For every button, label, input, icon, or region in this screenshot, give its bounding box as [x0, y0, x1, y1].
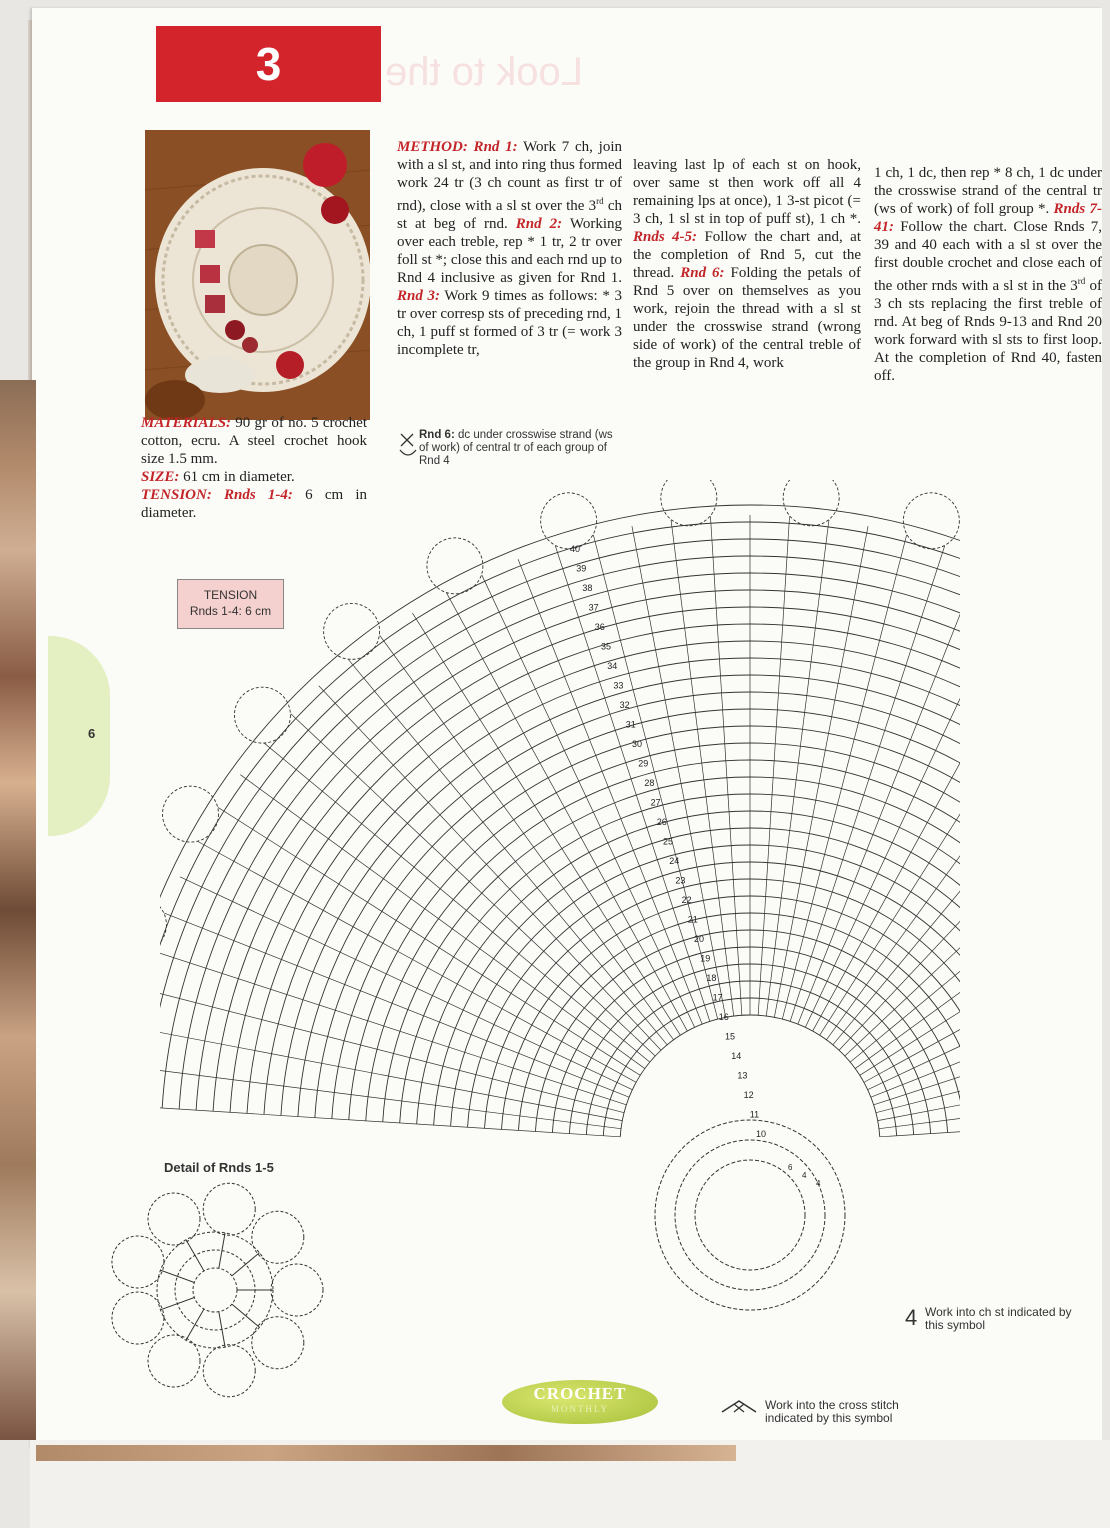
- lower-page-photo-strip: [36, 1445, 736, 1461]
- chart-spoke: [790, 546, 945, 1022]
- method-text: Follow the chart and, at the completion of Rnd 5, cut the thread.: [633, 229, 861, 281]
- chart-round-label: 13: [737, 1070, 748, 1081]
- underlying-page-photo-strip: [0, 380, 36, 1440]
- materials-text: 90 gr of no. 5 crochet cotton, ecru. A steel crochet hook size 1.5 mm.: [141, 415, 367, 467]
- method-text: Working over each treble, rep * 1 tr, 2 tr over foll st *; close this and each rnd up to Rnd 4 inclusive as given for Rnd 1.: [397, 216, 622, 286]
- tension-box-line1: TENSION: [203, 588, 258, 602]
- method-text: Follow the chart. Close Rnds 7, 39 and 40 each with a sl st over the first double crochet and close each of the other rnds with a sl st in the 3: [874, 219, 1102, 294]
- rnd6-note-text: dc under crosswise strand (ws of work) of central tr of each group of Rnd 4: [419, 429, 613, 467]
- rnd741-label: Rnds 7-41:: [874, 201, 1102, 235]
- chart-round-label: 29: [638, 758, 649, 769]
- chart-spoke: [774, 526, 868, 1017]
- detail-stitch: [160, 1298, 194, 1310]
- chart-spoke: [218, 807, 640, 1075]
- chart-round-label: 17: [712, 992, 723, 1003]
- chart-scallop: [324, 603, 380, 659]
- chart-spoke: [160, 950, 626, 1105]
- chart-round-label: 24: [669, 856, 680, 866]
- size-label: SIZE:: [141, 469, 180, 485]
- chart-round-label: 40: [570, 544, 581, 554]
- chart-round-label: 26: [656, 817, 667, 827]
- chart-spoke: [860, 807, 960, 1075]
- chart-round-arc: [160, 505, 960, 1105]
- chart-spoke: [850, 743, 960, 1062]
- chart-round-label: 15: [725, 1031, 736, 1042]
- detail-petal: [203, 1345, 255, 1397]
- chart-round-label: 27: [650, 797, 661, 808]
- chart-scallop: [783, 480, 839, 526]
- chart-scallop: [541, 493, 597, 549]
- superscript: rd: [596, 196, 604, 206]
- chart-spoke: [380, 635, 674, 1040]
- method-text: ch st at beg of rnd.: [397, 198, 622, 232]
- method-text: of 3 ch sts replacing the first treble of rnd. At beg of Rnds 9-13 and Rnd 20 work forward with sl sts to first loop. At the completion of Rnd 40, fasten off.: [874, 278, 1102, 384]
- chart-spoke: [412, 613, 680, 1035]
- method-text: Folding the petals of Rnd 5 over on themselves as you work, rejoin the thread with a sl st under the crosswise strand (wrong side of work) of the central treble of the group in Rnd 4, work: [633, 265, 861, 371]
- rnd6-note: [419, 429, 619, 468]
- chart-spoke: [240, 775, 645, 1069]
- chart-round-label: 30: [632, 739, 643, 749]
- chart-spoke: [198, 841, 636, 1082]
- chart-round-label: 12: [743, 1090, 754, 1100]
- section-number: 3: [255, 38, 282, 90]
- show-through-heading: Look to the: [385, 50, 583, 94]
- chart-round-arc: [535, 930, 960, 1132]
- chart-spoke: [839, 686, 960, 1050]
- rnd6-symbol-icon: [397, 430, 419, 462]
- method-text: leaving last lp of each st on hook, over same st then work off all 4 remaining lps at once), 1 3-st picot (= 3 ch, 1 sl st in top of puff st), 1 ch *.: [633, 157, 861, 227]
- chart-spoke: [632, 526, 726, 1017]
- superscript: rd: [1077, 276, 1086, 286]
- work-ch-note: Work into ch st indicated by this symbol: [925, 1305, 1072, 1332]
- chart-round-arc: [247, 641, 960, 1113]
- method-text: Work 9 times as follows: * 3 tr over corresp sts of preceding rnd, 1 ch, 1 puff st formed of 3 tr (= work 3 incomplete tr,: [397, 288, 623, 358]
- rnd6-note-label: Rnd 6:: [419, 429, 455, 441]
- doily-photo: [145, 130, 370, 420]
- method-column-2: [633, 156, 861, 372]
- ch-st-symbol-icon: 4: [905, 1305, 918, 1330]
- chart-spoke: [874, 950, 960, 1105]
- chart-scallop: [427, 538, 483, 594]
- chart-round-label: 39: [576, 563, 587, 574]
- chart-spoke: [826, 635, 960, 1040]
- page-tab: [48, 636, 110, 836]
- cross-stitch-symbol-icon: [720, 1398, 758, 1416]
- chart-spoke: [446, 593, 687, 1031]
- detail-petal: [148, 1193, 200, 1245]
- detail-stitch: [186, 1309, 204, 1340]
- chart-round-label: 37: [588, 602, 599, 613]
- chart-spoke: [864, 841, 960, 1082]
- method-text: 1 ch, 1 dc, then rep * 8 ch, 1 dc under the crosswise strand of the central tr (ws of work) of foll group *.: [874, 165, 1102, 217]
- chart-round-label: 20: [694, 934, 705, 944]
- detail-petal: [203, 1183, 255, 1235]
- chart-spoke: [164, 913, 629, 1097]
- chart-round-label: 10: [756, 1129, 767, 1139]
- tension-text: 6 cm in diameter.: [141, 487, 368, 521]
- chart-center-ring: [675, 1140, 825, 1290]
- detail-stitch: [186, 1240, 204, 1271]
- tension-label: TENSION: Rnds 1-4:: [141, 487, 293, 503]
- chart-round-label: 23: [675, 875, 686, 886]
- method-column-1: [397, 138, 622, 359]
- chart-inner-label: 6: [788, 1163, 793, 1172]
- detail-chart-stitches: [112, 1183, 323, 1397]
- detail-chart: [100, 1175, 330, 1405]
- chart-spoke: [820, 613, 960, 1035]
- chart-center-ring: [655, 1120, 845, 1310]
- method-label: METHOD: Rnd 1:: [397, 139, 518, 155]
- work-cross-note: Work into the cross stitch indicated by this symbol: [765, 1398, 899, 1425]
- chart-round-arc: [281, 675, 960, 1115]
- chart-spoke: [805, 575, 960, 1027]
- page-number: 6: [88, 726, 96, 741]
- detail-label: Detail of Rnds 1-5: [164, 1160, 274, 1175]
- size-text: 61 cm in diameter.: [179, 469, 295, 485]
- chart-scallop: [234, 687, 290, 743]
- chart-center-ring: [695, 1160, 805, 1270]
- chart-round-label: 35: [601, 641, 612, 652]
- chart-round-label: 14: [731, 1051, 742, 1061]
- chart-spoke: [160, 1027, 622, 1121]
- chart-round-label: 36: [594, 622, 605, 632]
- materials-label: MATERIALS:: [141, 415, 232, 431]
- chart-round-label: 34: [607, 661, 618, 671]
- detail-petal: [252, 1211, 304, 1263]
- chart-spoke: [593, 535, 717, 1019]
- chart-spoke: [710, 516, 741, 1015]
- chart-round-label: 32: [619, 700, 630, 710]
- chart-inner-label: 4: [802, 1171, 807, 1180]
- chart-round-label: 21: [687, 914, 698, 925]
- rnd2-label: Rnd 2:: [515, 216, 563, 232]
- detail-ring: [193, 1268, 237, 1312]
- rnd3-label: Rnd 3:: [397, 288, 441, 304]
- method-text: Work 7 ch, join with a sl st, and into ring thus formed work 24 tr (3 ch count as first tr of rnd), close with a sl st over the 3: [397, 139, 622, 214]
- chart-round-label: 38: [582, 583, 593, 593]
- chart-round-arc: [315, 709, 960, 1118]
- chart-spoke: [758, 516, 789, 1015]
- logo-title: CROCHET: [533, 1384, 627, 1403]
- chart-spoke: [160, 1066, 621, 1129]
- chart-round-arc: [383, 777, 960, 1122]
- detail-petal: [271, 1264, 323, 1316]
- chart-round-arc: [366, 760, 960, 1121]
- rnd45-label: Rnds 4-5:: [633, 229, 698, 245]
- chart-round-label: 28: [644, 778, 655, 788]
- method-column-3: [874, 164, 1102, 385]
- detail-petal: [148, 1335, 200, 1387]
- chart-round-arc: [298, 692, 960, 1117]
- chart-spoke: [555, 546, 710, 1022]
- tension-box-line2: Rnds 1-4: 6 cm: [189, 604, 272, 618]
- chart-round-labels: [570, 544, 821, 1188]
- chart-spoke: [879, 1066, 960, 1129]
- detail-petal: [112, 1236, 164, 1288]
- chart-round-label: 16: [718, 1012, 729, 1022]
- chart-scallop: [160, 897, 166, 953]
- chart-round-label: 33: [613, 680, 624, 691]
- detail-petal: [112, 1292, 164, 1344]
- chart-scallop: [661, 480, 717, 526]
- chart-round-label: 11: [749, 1109, 760, 1120]
- chart-round-label: 18: [706, 973, 717, 983]
- rnd6-label: Rnd 6:: [680, 265, 725, 281]
- logo-subtitle: MONTHLY: [550, 1404, 610, 1414]
- chart-spoke: [160, 1105, 620, 1136]
- chart-round-arc: [417, 811, 960, 1124]
- chart-round-label: 22: [681, 895, 692, 905]
- detail-stitch: [160, 1270, 194, 1282]
- detail-petal: [252, 1317, 304, 1369]
- chart-scallop: [903, 493, 959, 549]
- chart-round-label: 25: [663, 836, 674, 847]
- chart-spoke: [876, 988, 960, 1112]
- chart-spoke: [782, 535, 906, 1019]
- chart-spoke: [871, 913, 960, 1097]
- chart-round-arc: [434, 828, 960, 1125]
- chart-inner-label: 4: [816, 1179, 821, 1188]
- chart-round-label: 19: [700, 953, 711, 964]
- chart-round-label: 31: [625, 719, 636, 730]
